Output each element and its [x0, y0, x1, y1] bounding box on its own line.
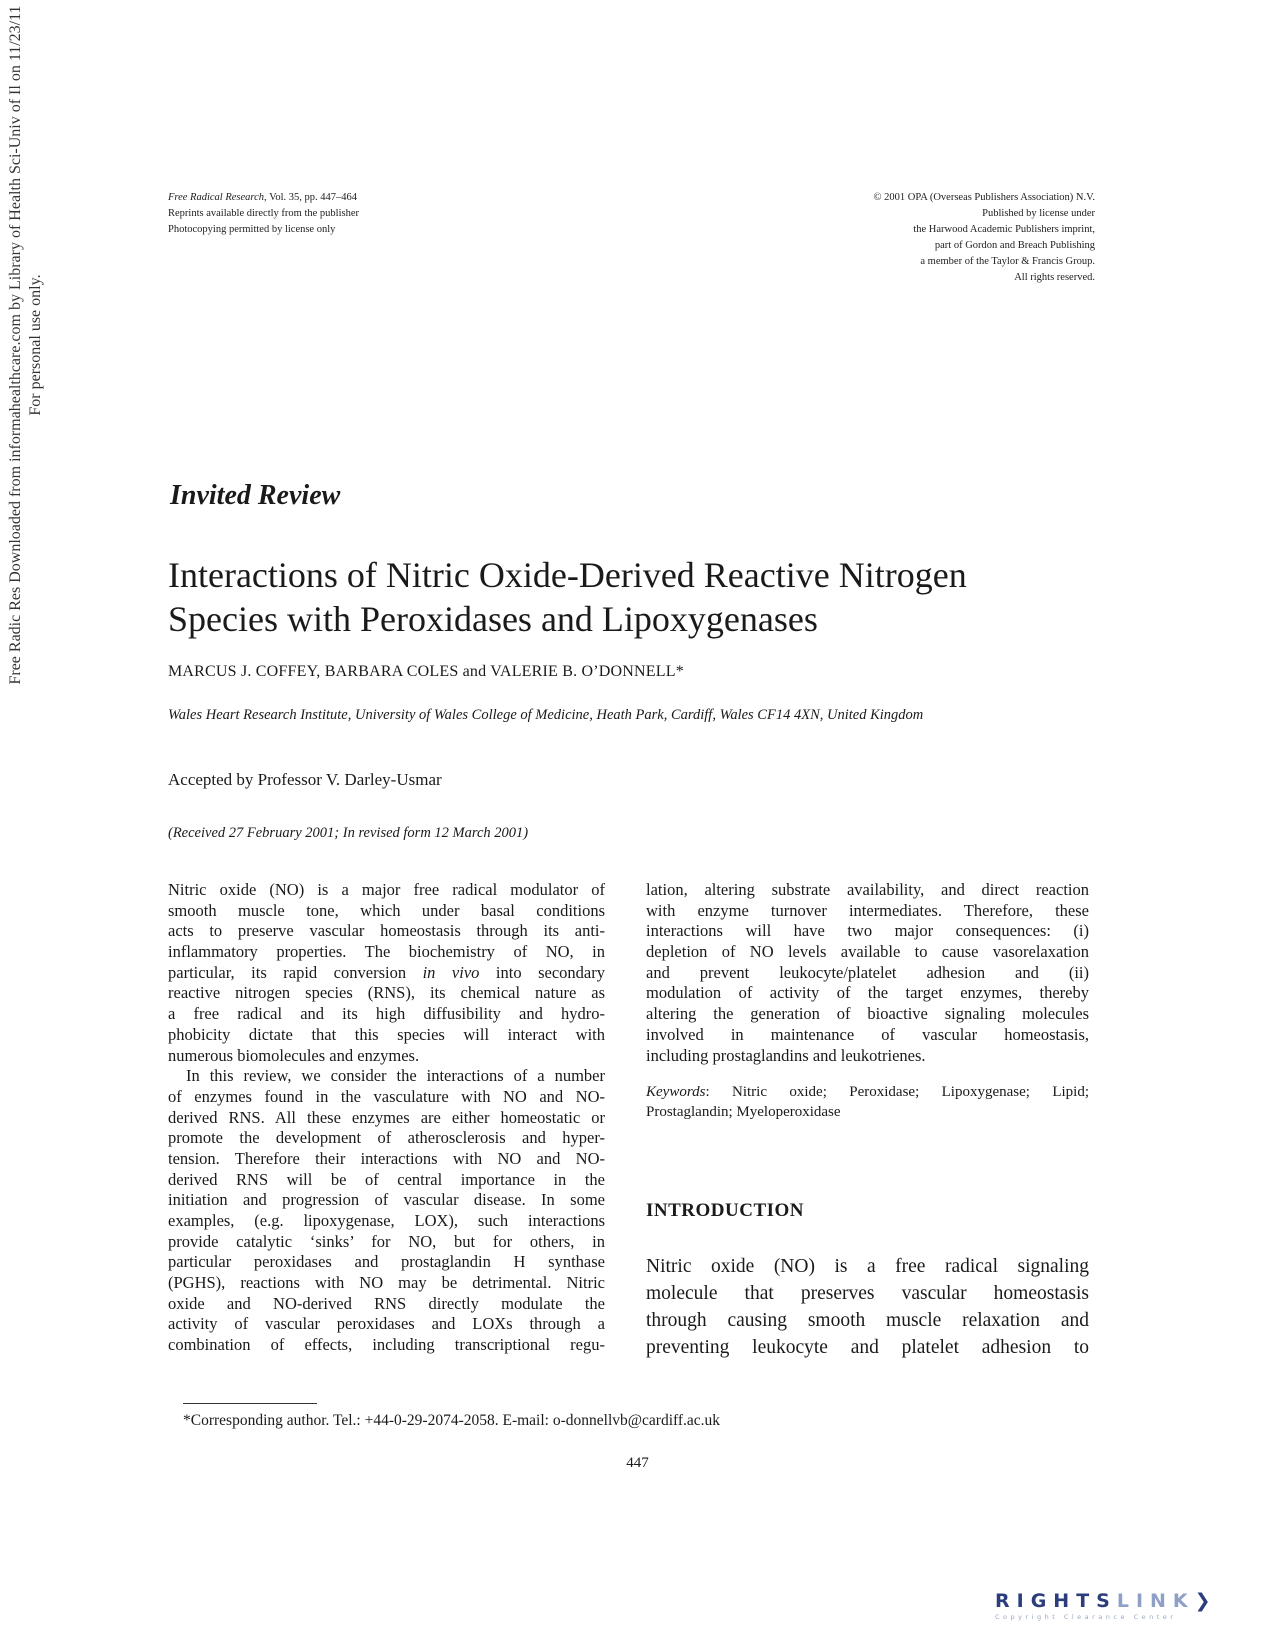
abstract-line: oxide and NO-derived RNS directly modulate the	[168, 1293, 605, 1313]
abstract-line: involved in maintenance of vascular homeostasis,	[646, 1024, 1089, 1044]
copyright-line: part of Gordon and Breach Publishing	[934, 240, 1095, 251]
abstract-line: lation, altering substrate availability, and direct reaction	[646, 880, 1089, 899]
abstract-line: modulation of activity of the target enzymes, thereby	[646, 983, 1089, 1003]
copyright-line: All rights reserved.	[1014, 272, 1095, 283]
abstract-line: particular, its rapid conversion in vivo into secondary	[168, 962, 605, 982]
keywords-label: Keywords	[646, 1084, 706, 1100]
intro-line: preventing leukocyte and platelet adhesion to	[646, 1337, 1089, 1358]
copyright-line: © 2001 OPA (Overseas Publishers Association) N.V.	[873, 192, 1095, 203]
section-heading-introduction: INTRODUCTION	[646, 1200, 805, 1221]
copyright-block	[695, 190, 1095, 286]
affiliation: Wales Heart Research Institute, University of Wales College of Medicine, Heath Park, Cardiff, Wales CF14 4XN, United Kingdom	[168, 707, 924, 723]
title-line: Species with Peroxidases and Lipoxygenases	[168, 599, 818, 639]
photocopy-note: Photocopying permitted by license only	[168, 224, 336, 235]
abstract-line: activity of vascular peroxidases and LOXs through a	[168, 1314, 605, 1334]
abstract-line: reactive nitrogen species (RNS), its chemical nature as	[168, 983, 605, 1003]
rightslink-wordmark	[995, 1590, 1235, 1612]
journal-volume: , Vol. 35, pp. 447–464	[264, 192, 357, 203]
article-title	[168, 553, 1128, 641]
rightslink-wordmark-light: LINK	[1116, 1590, 1195, 1612]
abstract-line: tension. Therefore their interactions with NO and NO-	[168, 1148, 605, 1168]
abstract-line: altering the generation of bioactive signaling molecules	[646, 1004, 1089, 1024]
abstract-line: acts to preserve vascular homeostasis through its anti-	[168, 921, 605, 941]
side-note-line2: For personal use only.	[27, 274, 44, 416]
abstract-line: numerous biomolecules and enzymes.	[168, 1045, 420, 1065]
abstract-line: phobicity dictate that this species will interact with	[168, 1024, 605, 1044]
abstract-line: examples, (e.g. lipoxygenase, LOX), such interactions	[168, 1211, 605, 1230]
abstract-line: smooth muscle tone, which under basal conditions	[168, 900, 605, 920]
journal-name: Free Radical Research	[168, 192, 265, 203]
abstract-line: (PGHS), reactions with NO may be detrimental. Nitric	[168, 1273, 605, 1293]
abstract-line: with enzyme turnover intermediates. Therefore, these	[646, 900, 1089, 920]
abstract-line: In this review, we consider the interactions of a number	[186, 1066, 605, 1086]
reprints-note: Reprints available directly from the publisher	[168, 208, 359, 219]
keywords-list: : Nitric oxide; Peroxidase; Lipoxygenase; Lipid;	[705, 1084, 1089, 1100]
abstract-line: a free radical and its high diffusibility and hydro-	[168, 1004, 605, 1024]
footnote-divider	[183, 1403, 317, 1404]
abstract-line: particular peroxidases and prostaglandin H synthase	[168, 1252, 605, 1272]
rightslink-arrow-icon: ❯	[1194, 1590, 1211, 1612]
intro-line: through causing smooth muscle relaxation and	[646, 1310, 1089, 1331]
copyright-line: a member of the Taylor & Francis Group.	[920, 256, 1095, 267]
abstract-line: including prostaglandins and leukotrienes.	[646, 1045, 926, 1065]
abstract-line: Nitric oxide (NO) is a major free radical modulator of	[168, 880, 605, 899]
abstract-line: combination of effects, including transcriptional regu-	[168, 1335, 605, 1355]
keywords-line	[646, 1082, 1089, 1102]
abstract-line: depletion of NO levels available to cause vasorelaxation	[646, 942, 1089, 962]
rightslink-logo[interactable]	[995, 1590, 1235, 1621]
journal-line	[168, 190, 498, 206]
title-line: Interactions of Nitric Oxide-Derived Reactive Nitrogen	[168, 555, 967, 595]
article-category: Invited Review	[170, 480, 341, 511]
accepted-by: Accepted by Professor V. Darley-Usmar	[168, 770, 442, 789]
keywords-line: Prostaglandin; Myeloperoxidase	[646, 1104, 841, 1120]
abstract-line: provide catalytic ‘sinks’ for NO, but for others, in	[168, 1231, 605, 1251]
keywords	[646, 1082, 1089, 1122]
side-note-line1: Free Radic Res Downloaded from informahealthcare.com by Library of Health Sci-Univ of Il on 11/23/11	[7, 5, 24, 685]
abstract-line: promote the development of atherosclerosis and hyper-	[168, 1128, 605, 1148]
copyright-line: Published by license under	[982, 208, 1095, 219]
abstract-line: of enzymes found in the vasculature with NO and NO-	[168, 1086, 605, 1106]
abstract-line: derived RNS will be of central importance in the	[168, 1169, 605, 1189]
abstract-line: derived RNS. All these enzymes are either homeostatic or	[168, 1107, 605, 1127]
abstract-line: inflammatory properties. The biochemistry of NO, in	[168, 942, 605, 962]
page-number: 447	[626, 1455, 649, 1471]
abstract-line: interactions will have two major consequences: (i)	[646, 921, 1089, 941]
intro-line: molecule that preserves vascular homeostasis	[646, 1283, 1089, 1304]
abstract-right-column	[646, 880, 1089, 1066]
introduction-text	[646, 1253, 1089, 1361]
received-dates: (Received 27 February 2001; In revised form 12 March 2001)	[168, 825, 529, 841]
abstract-left-column	[168, 880, 605, 1356]
abstract-line: initiation and progression of vascular disease. In some	[168, 1190, 605, 1210]
author-list: MARCUS J. COFFEY, BARBARA COLES and VALERIE B. O’DONNELL*	[168, 663, 684, 680]
intro-line: Nitric oxide (NO) is a free radical signaling	[646, 1256, 1089, 1277]
journal-citation	[168, 190, 498, 238]
rightslink-tagline: Copyright Clearance Center	[995, 1613, 1177, 1621]
rightslink-wordmark-dark: RIGHTS	[995, 1590, 1117, 1612]
abstract-line: and prevent leukocyte/platelet adhesion and (ii)	[646, 962, 1089, 982]
corresponding-author-footnote: *Corresponding author. Tel.: +44-0-29-2074-2058. E-mail: o-donnellvb@cardiff.ac.uk	[183, 1412, 721, 1429]
copyright-line: the Harwood Academic Publishers imprint,	[913, 224, 1095, 235]
